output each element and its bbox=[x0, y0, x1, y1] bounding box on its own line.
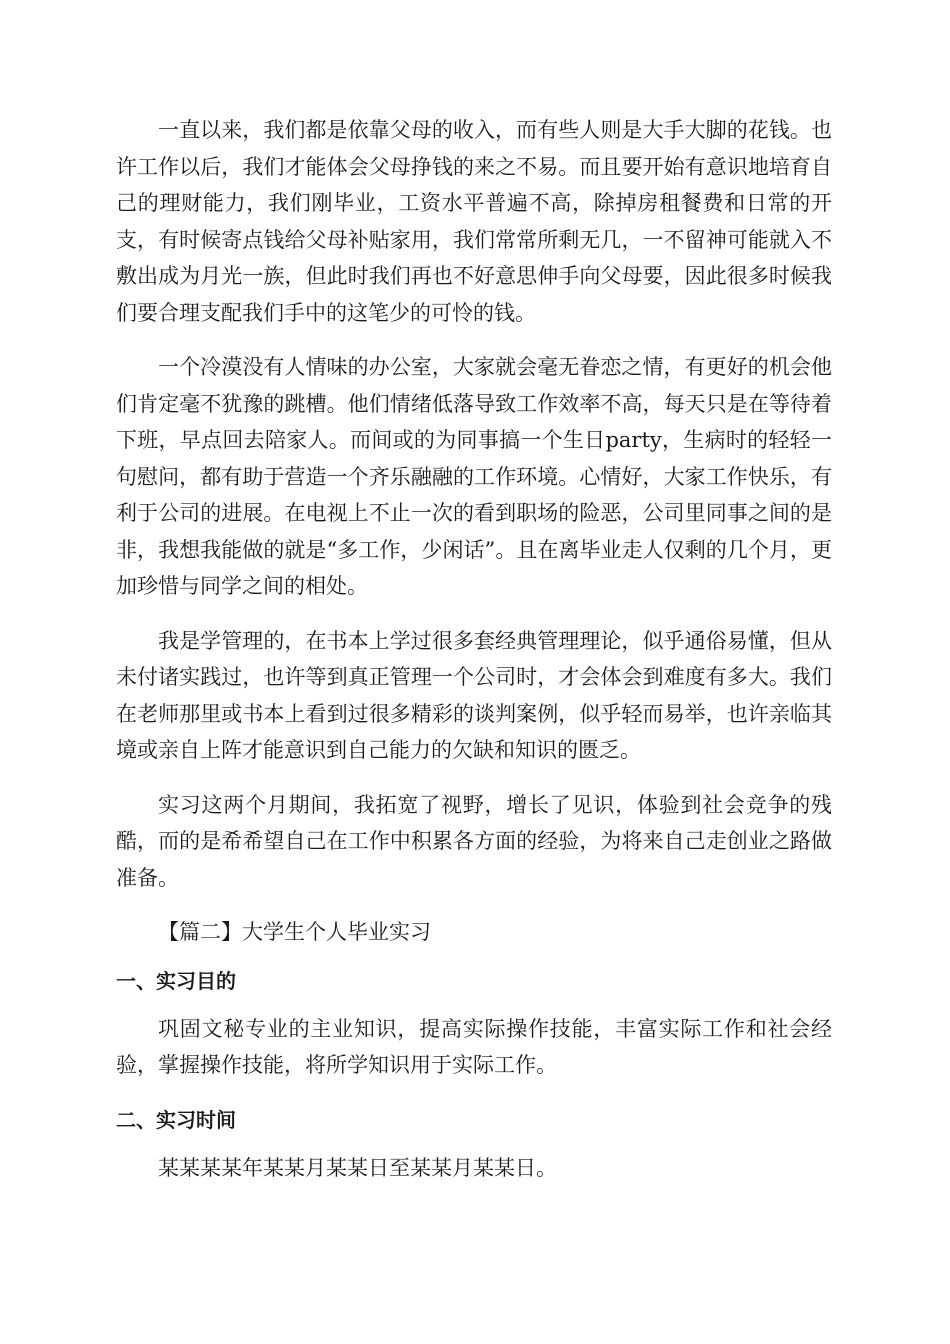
section-heading-time: 二、实习时间 bbox=[116, 1107, 236, 1132]
paragraph-purpose: 巩固文秘专业的主业知识，提高实际操作技能，丰富实际工作和社会经验，掌握操作技能，将所学知识用于实际工作。 bbox=[116, 1016, 832, 1077]
paragraph-office: 一个冷漠没有人情味的办公室，大家就会毫无眷恋之情，有更好的机会他们肯定毫不犹豫的跳槽。他们情绪低落导致工作效率不高，每天只是在等待着下班，早点回去陪家人。而间或的为同事搞一个生日party，生病时的轻轻一句慰问，都有助于营造一个齐乐融融的工作环境。心情好，大家工作快乐，有利于公司的进展。在电视上不止一次的看到职场的险恶，公司里同事之间的是非，我想我能做的就是“多工作，少闲话”。且在离毕业走人仅剩的几个月，更加珍惜与同学之间的相处。 bbox=[116, 355, 832, 598]
paragraph-summary: 实习这两个月期间，我拓宽了视野，增长了见识，体验到社会竞争的残酷，而的是希希望自己在工作中积累各方面的经验，为将来自己走创业之路做准备。 bbox=[116, 792, 832, 890]
paragraph-time: 某某某某年某某月某某日至某某月某某日。 bbox=[158, 1155, 557, 1180]
section-heading-purpose: 一、实习目的 bbox=[116, 968, 236, 993]
paragraph-management: 我是学管理的，在书本上学过很多套经典管理理论，似乎通俗易懂，但从未付诸实践过，也许等到真正管理一个公司时，才会体会到难度有多大。我们在老师那里或书本上看到过很多精彩的谈判案例，似乎轻而易举，也许亲临其境或亲自上阵才能意识到自己能力的欠缺和知识的匮乏。 bbox=[116, 628, 832, 762]
paragraph-finance: 一直以来，我们都是依靠父母的收入，而有些人则是大手大脚的花钱。也许工作以后，我们才能体会父母挣钱的来之不易。而且要开始有意识地培育自己的理财能力，我们刚毕业，工资水平普遍不高，除掉房租餐费和日常的开支，有时候寄点钱给父母补贴家用，我们常常所剩无几，一不留神可能就入不敷出成为月光一族，但此时我们再也不好意思伸手向父母要，因此很多时候我们要合理支配我们手中的这笔少的可怜的钱。 bbox=[116, 118, 832, 325]
document-page bbox=[116, 112, 832, 1198]
part-title: 【篇二】大学生个人毕业实习 bbox=[158, 920, 431, 944]
